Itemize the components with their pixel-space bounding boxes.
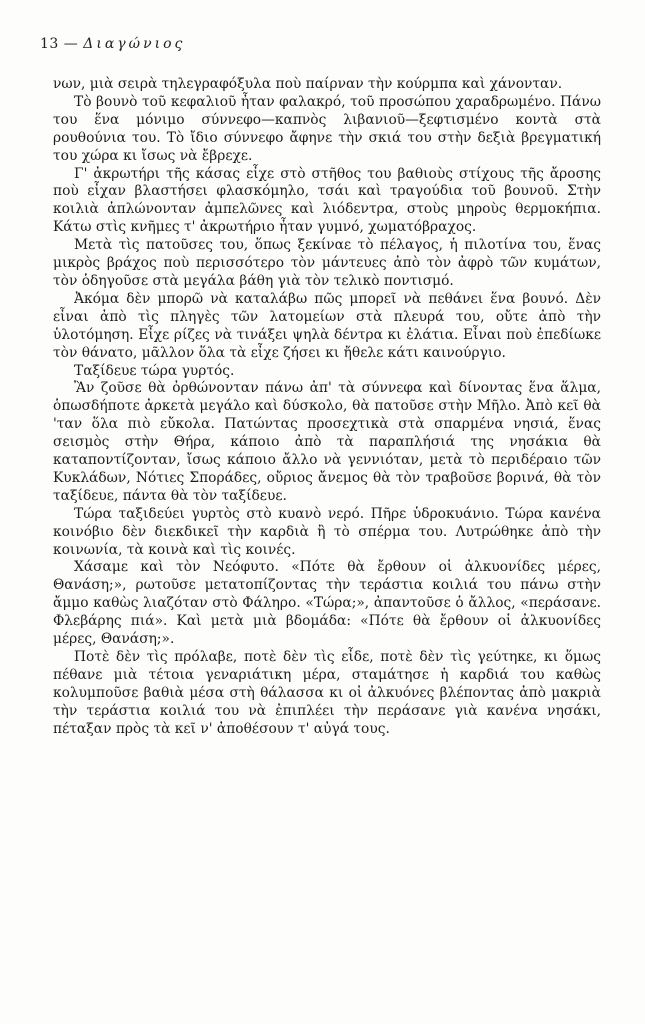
- body-text: [53, 76, 601, 739]
- running-head-dash: —: [63, 36, 79, 52]
- paragraph: Τώρα ταξιδεύει γυρτὸς στὸ κυανὸ νερό. Πῆρε ὑδροκυάνιο. Τώρα κανένα κοινόβιο δὲν διεκδικεῖ τὴν καρδιὰ ἢ τὸ σπέρμα του. Λυτρώθηκε ἀπὸ τὴν κοινωνία, τὰ κοινὰ καὶ τὶς κοινές.: [53, 505, 601, 558]
- paragraph: Μετὰ τὶς πατοῦσες του, ὅπως ξεκίναε τὸ πέλαγος, ἡ πιλοτίνα του, ἕνας μικρὸς βράχος ποὺ περισσότερο τὸν μάντευες ἀπὸ τὸν ἀφρὸ τῶν κυμάτων, τὸν ὁδηγοῦσε στὰ μεγάλα βάθη γιὰ τὸν τελικὸ ποντισμό.: [53, 237, 601, 289]
- paragraph: Γ' ἀκρωτήρι τῆς κάσας εἶχε στὸ στῆθος του βαθιοὺς στίχους τῆς ἄροσης ποὺ εἶχαν βλαστήσει φλασκόμηλο, τσάι καὶ τραγούδια τοῦ βουνοῦ. Στὴν κοιλιὰ ἁπλώνονταν ἀμπελῶνες καὶ λιόδεντρα, στοὺς μηροὺς θερμοκήπια. Κάτω στὶς κνῆμες τ' ἀκρωτήριο ἦταν γυμνό, χωματόβραχος.: [53, 165, 601, 236]
- paragraph: Ἂν ζοῦσε θὰ ὀρθώνονταν πάνω ἀπ' τὰ σύννεφα καὶ δίνοντας ἕνα ἅλμα, ὁπωσδήποτε ἀρκετὰ μεγάλο καὶ δύσκολο, θὰ πατοῦσε στὴν Μῆλο. Ἀπὸ κεῖ θὰ 'ταν ὅλα πιὸ εὔκολα. Πατώντας προσεχτικὰ στὰ σπαρμένα νησιά, ἕνας σεισμὸς στὴν Θήρα, κάποιο ἀπὸ τὰ παραπλήσιά της νησάκια θὰ καταποντίζονταν, ἴσως κάποιο ἄλλο νὰ γεννιόταν, μετὰ τὸ περιδέραιο τῶν Κυκλάδων, Νότιες Σποράδες, οὔριος ἄνεμος θὰ τὸν τραβοῦσε βορινά, θὰ τὸν ταξίδευε, πάντα θὰ τὸν ταξίδευε.: [53, 380, 601, 504]
- paragraph-continued: νων, μιὰ σειρὰ τηλεγραφόξυλα ποὺ παίρναν τὴν κούρμπα καὶ χάνονταν.: [53, 76, 563, 92]
- paragraph: Τὸ βουνὸ τοῦ κεφαλιοῦ ἦταν φαλακρό, τοῦ προσώπου χαραδρωμένο. Πάνω του ἕνα μόνιμο σύννεφο—καπνὸς λιβανιοῦ—ξεφτισμένο κοντὰ στὰ ρουθούνια του. Τὸ ἴδιο σύννεφο ἄφηνε τὴν σκιά του στὴν δεξιὰ βρεγματική του χώρα κι ἴσως νὰ ἔβρεχε.: [53, 93, 601, 164]
- paragraph: Ἀκόμα δὲν μπορῶ νὰ καταλάβω πῶς μπορεῖ νὰ πεθάνει ἕνα βουνό. Δὲν εἶναι ἀπὸ τὶς πληγὲς τῶν λατομείων στὰ πλευρά του, οὔτε ἀπὸ τὴν ὑλοτόμηση. Εἶχε ρίζες νὰ τινάξει ψηλὰ δέντρα κι ἐλάτια. Εἶναι ποὺ ἐπεδίωκε τὸν θάνατο, μᾶλλον ὅλα τὰ εἶχε ζήσει κι ἤθελε κάτι καινούργιο.: [53, 290, 601, 361]
- page-number: 13: [40, 36, 59, 52]
- paragraph: Ποτὲ δὲν τὶς πρόλαβε, ποτὲ δὲν τὶς εἶδε, ποτὲ δὲν τὶς γεύτηκε, κι ὅμως πέθανε μιὰ τέτοια γεναριάτικη μέρα, σταμάτησε ἡ καρδιά του καθὼς κολυμποῦσε βαθιὰ μέσα στὴ θάλασσα κι οἱ ἀλκυόνες βλέποντας ἀπὸ μακριὰ τὴν τεράστια κοιλιά του νὰ ἐπιπλέει τὴν περάσανε γιὰ κανένα νησάκι, πέταξαν πρὸς τὰ κεῖ ν' ἀποθέσουν τ' αὐγά τους.: [53, 649, 601, 737]
- paragraph: Χάσαμε καὶ τὸν Νεόφυτο. «Πότε θὰ ἔρθουν οἱ ἀλκυονίδες μέρες, Θανάση;», ρωτοῦσε μετατοπίζοντας τὴν τεράστια κοιλιά του πάνω στὴν ἄμμο καθὼς λιαζόταν στὸ Φάληρο. «Τώρα;», ἀπαντοῦσε ὁ ἄλλος, «περάσανε. Φλεβάρης πιά». Καὶ μετὰ μιὰ βδομάδα: «Πότε θὰ ἔρθουν οἱ ἀλκυονίδες μέρες, Θανάση;».: [53, 559, 601, 648]
- paragraph: Ταξίδευε τώρα γυρτός.: [74, 362, 235, 379]
- running-head: [40, 36, 185, 52]
- running-head-title: Διαγώνιος: [83, 36, 186, 52]
